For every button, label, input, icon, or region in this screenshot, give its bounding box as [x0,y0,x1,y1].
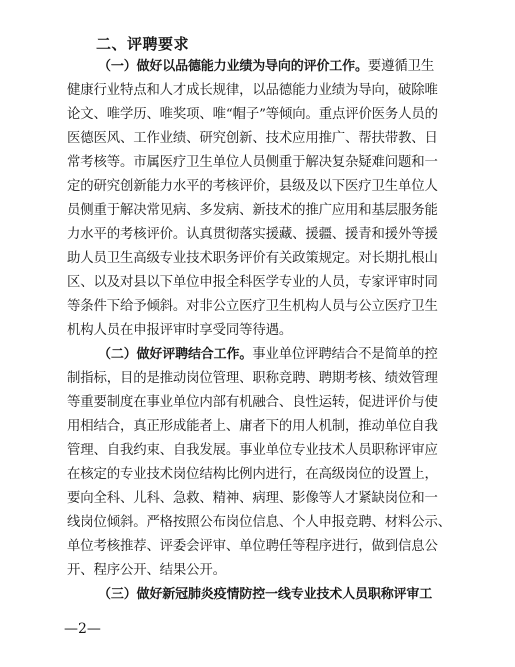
paragraph-3-first-line [98,587,432,603]
paragraph-line: 区、以及对县以下单位申报全科医学专业的人员，专家评审时同 [67,275,438,290]
paragraph-1-first-rest: 要遵循卫生 [367,59,435,74]
paragraph-line: 等条件下给予倾斜。对非公立医疗卫生机构人员与公立医疗卫生 [67,299,438,314]
section-heading: 二、评聘要求 [96,35,190,53]
paragraph-line: 制指标，目的是推动岗位管理、职称竞聘、聘期考核、绩效管理 [67,371,438,386]
paragraph-line: 开、程序公开、结果公开。 [67,563,226,578]
paragraph-3-lead: （三）做好新冠肺炎疫情防控一线专业技术人员职称评审工 [98,587,433,602]
paragraph-line: 定的研究创新能力水平的考核评价，县级及以下医疗卫生单位人 [67,179,438,194]
paragraph-2-first-line [98,347,438,363]
paragraph-1-lead: （一）做好以品德能力业绩为导向的评价工作。 [98,59,368,74]
paragraph-line: 单位考核推荐、评委会评审、单位聘任等程序进行，做到信息公 [67,539,438,554]
paragraph-line: 等重要制度在事业单位内部有机融合、良性运转，促进评价与使 [67,395,438,410]
paragraph-line: 员侧重于解决常见病、多发病、新技术的推广应用和基层服务能 [67,203,438,218]
paragraph-line: 管理、自我约束、自我发展。事业单位专业技术人员职称评审应 [67,443,438,458]
paragraph-line: 机构人员在申报评审时享受同等待遇。 [67,323,293,338]
paragraph-line: 健康行业特点和人才成长规律，以品德能力业绩为导向，破除唯 [67,83,438,98]
paragraph-line: 要向全科、儿科、急救、精神、病理、影像等人才紧缺岗位和一 [67,491,438,506]
paragraph-line: 助人员卫生高级专业技术职务评价有关政策规定。对长期扎根山 [67,251,438,266]
paragraph-line: 常考核等。市属医疗卫生单位人员侧重于解决复杂疑难问题和一 [67,155,438,170]
page-number: —2— [64,621,101,637]
paragraph-line: 医德医风、工作业绩、研究创新、技术应用推广、帮扶带教、日 [67,131,438,146]
paragraph-1-first-line [98,59,434,75]
paragraph-line: 力水平的考核评价。认真贯彻落实援藏、援疆、援青和援外等援 [67,227,438,242]
paragraph-line: 在核定的专业技术岗位结构比例内进行，在高级岗位的设置上， [67,467,438,482]
paragraph-line: 线岗位倾斜。严格按照公布岗位信息、个人申报竞聘、材料公示、 [67,515,451,530]
paragraph-2-lead: （二）做好评聘结合工作。 [98,347,253,362]
paragraph-line: 用相结合，真正形成能者上、庸者下的用人机制，推动单位自我 [67,419,438,434]
paragraph-line: 论文、唯学历、唯奖项、唯“帽子”等倾向。重点评价医务人员的 [67,107,438,122]
paragraph-2-first-rest: 事业单位评聘结合不是简单的控 [252,347,438,362]
